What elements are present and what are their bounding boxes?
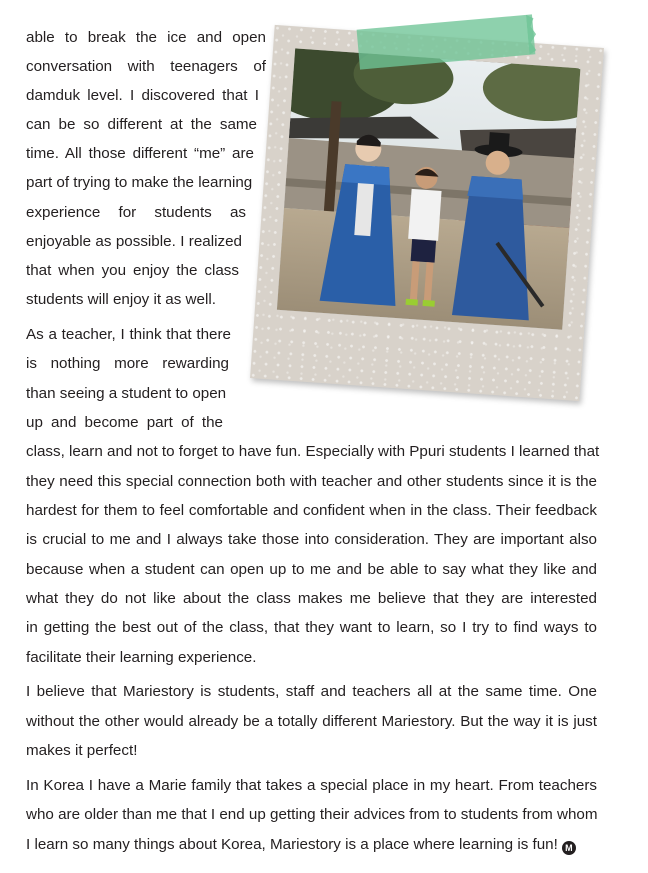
text-line: hardest for them to feel comfortable and confident when in the class. Their feedback [26,502,597,519]
text-line: up and become part of the [26,414,223,431]
text-line: without the other would already be a totally different Mariestory. But the way it is just [26,713,597,730]
text-line: is nothing more rewarding [26,355,229,372]
text-line: who are older than me that I end up getting their advices from to students from whom [26,806,598,823]
text-line: time. All those different “me” are [26,145,254,162]
text-line: is crucial to me and I always take those into consideration. They are important also [26,531,597,548]
photo-illustration [277,48,581,329]
photo [277,48,581,329]
text-line: what they do not like about the class makes me believe that they are interested [26,590,597,607]
text-line: in getting the best out of the class, that they want to learn, so I try to find ways to [26,619,597,636]
text-line: makes it perfect! [26,742,138,759]
text-line: part of trying to make the learning [26,174,253,191]
text-line: able to break the ice and open [26,29,266,46]
text-line: than seeing a student to open [26,385,227,402]
text-line: conversation with teenagers of [26,58,266,75]
text-line: I believe that Mariestory is students, staff and teachers all at the same time. One [26,683,597,700]
text-line: I learn so many things about Korea, Mariestory is a place where learning is fun! [26,836,558,853]
mariestory-logo-icon: M [562,841,576,855]
text-line: that when you enjoy the class [26,262,239,279]
polaroid-frame [250,25,604,401]
text-line: class, learn and not to forget to have fun. Especially with Ppuri students I learned that [26,443,600,460]
text-line: students will enjoy it as well. [26,291,216,308]
text-line: because when a student can open up to me and be able to say what they like and [26,561,597,578]
text-line: can be so different at the same [26,116,257,133]
text-line: facilitate their learning experience. [26,649,257,666]
text-line: damduk level. I discovered that I [26,87,259,104]
text-line: In Korea I have a Marie family that takes a special place in my heart. From teachers [26,777,597,794]
text-line: experience for students as [26,204,246,221]
text-line: they need this special connection both with teacher and other students since it is the [26,473,597,490]
text-line-last [26,835,576,855]
text-line: enjoyable as possible. I realized [26,233,242,250]
text-line: As a teacher, I think that there [26,326,231,343]
